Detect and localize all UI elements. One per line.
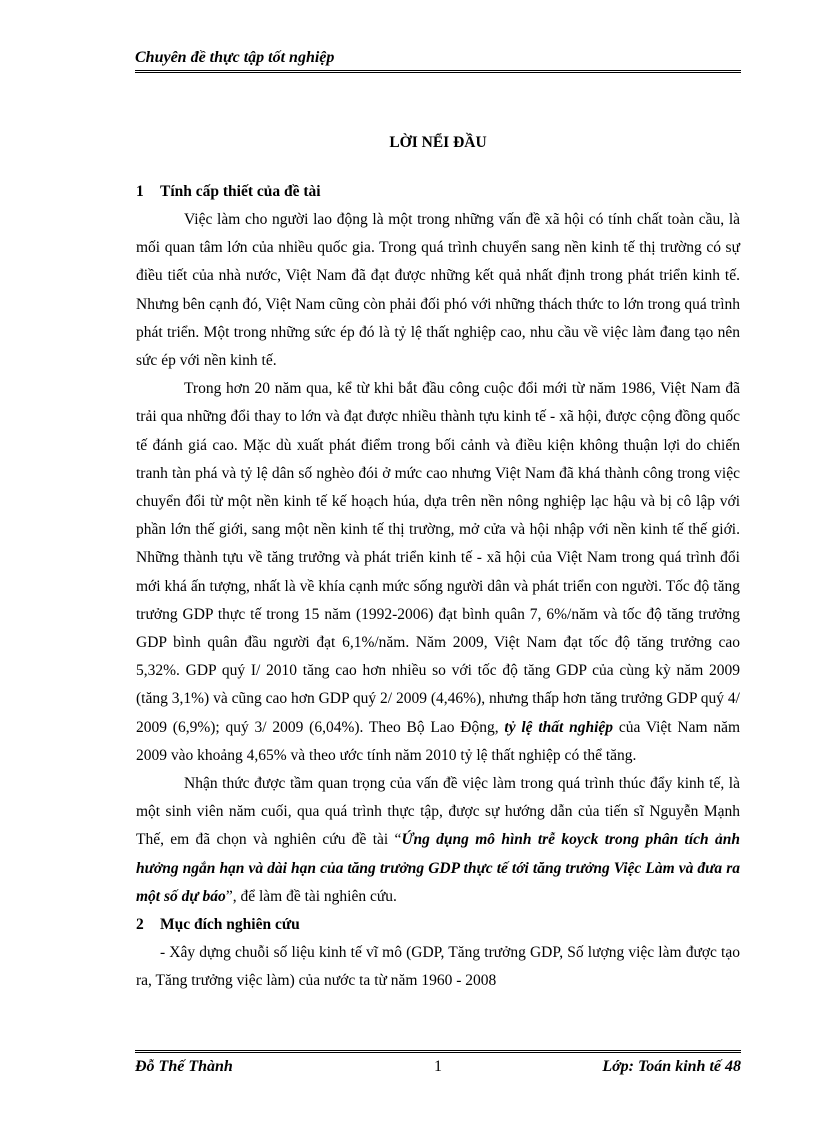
paragraph-2-text-b: của Việt Nam năm 2009 vào khoảng 4,65% và theo ước tính năm 2010 tỷ lệ thất nghiệp có thể tăng. (136, 718, 741, 764)
section-heading-2 (136, 911, 740, 939)
page-number: 1 (434, 1058, 442, 1075)
header-rule (135, 70, 741, 73)
header-title: Chuyên đề thực tập tốt nghiệp (135, 49, 335, 66)
paragraph-3-text-b: ”, để làm đề tài nghiên cứu. (225, 887, 397, 905)
section-number: 2 (136, 916, 144, 934)
footer-row (135, 1056, 741, 1078)
section-title: Tính cấp thiết của đề tài (160, 183, 321, 200)
page-header (135, 48, 741, 68)
list-item: - Xây dựng chuỗi số liệu kinh tế vĩ mô (GDP, Tăng trưởng GDP, Số lượng việc làm được tạo ra, Tăng trưởng việc làm) của nước ta từ năm 1960 - 2008 (136, 944, 740, 990)
section-heading-1 (136, 178, 740, 206)
research-topic-title: Ứng dụng mô hình trễ koyck trong phân tích ảnh hưởng ngắn hạn và dài hạn của tăng trưởng GDP thực tế tới tăng trưởng Việc Làm và đưa ra một số dự báo (136, 831, 740, 905)
unemployment-rate-emphasis: tỷ lệ thất nghiệp (504, 718, 614, 736)
paragraph-3-text-a: Nhận thức được tầm quan trọng của vấn đề việc làm trong quá trình thúc đẩy kinh tế, là một sinh viên năm cuối, qua quá trình thực tập, được sự hướng dẫn của tiến sĩ Nguyễn Mạnh Thế, em đã chọn và nghiên cứu đề tài “ (136, 775, 740, 849)
section-title: Mục đích nghiên cứu (160, 916, 300, 934)
page-body (136, 128, 740, 995)
document-title: LỜI NỂI ĐẦU (389, 134, 487, 151)
footer-rule (135, 1050, 741, 1053)
paragraph-1: Việc làm cho người lao động là một trong những vấn đề xã hội có tính chất toàn cầu, là mối quan tâm lớn của nhiều quốc gia. Trong quá trình chuyển sang nền kinh tế thị trường có sự điều tiết của nhà nước, Việt Nam đã đạt được những kết quả nhất định trong phát triển kinh tế. Nhưng bên cạnh đó, Việt Nam cũng còn phải đối phó với những thách thức to lớn trong quá trình phát triển. Một trong những sức ép đó là tỷ lệ thất nghiệp cao, nhu cầu về việc làm đang tạo nên sức ép với nền kinh tế. (136, 211, 740, 370)
footer-author: Đỗ Thế Thành (135, 1058, 233, 1075)
paragraph-3 (136, 770, 740, 911)
paragraph-2-text-a: Trong hơn 20 năm qua, kể từ khi bắt đầu công cuộc đổi mới từ năm 1986, Việt Nam đã trải qua những đổi thay to lớn và đạt được nhiều thành tựu kinh tế - xã hội, được cộng đồng quốc tế đánh giá cao. Mặc dù xuất phát điểm trong bối cảnh và điều kiện không thuận lợi do chiến tranh tàn phá và tỷ lệ dân số nghèo đói ở mức cao nhưng Việt Nam đã khá thành công trong việc chuyển đổi từ một nền kinh tế kế hoạch húa, dựa trên nền nông nghiệp lạc hậu và bị cô lập với phần lớn thế giới, sang một nền kinh tế thị trường, mở cửa và hội nhập với nền kinh tế thế giới. Những thành tựu về tăng trưởng và phát triển kinh tế - xã hội của Việt Nam trong quá trình đổi mới khá ấn tượng, nhất là về khía cạnh mức sống người dân và phát triển con người. Tốc độ tăng trưởng GDP thực tế trong 15 năm (1992-2006) đạt bình quân 7, 6%/năm và tốc độ tăng trưởng GDP bình quân đầu người đạt 6,1%/năm. Năm 2009, Việt Nam đạt tốc độ tăng trưởng cao 5,32%. GDP quý I/ 2010 tăng cao hơn nhiều so với tốc độ tăng GDP của cùng kỳ năm 2009 (tăng 3,1%) và cũng cao hơn GDP quý 2/ 2009 (4,46%), nhưng thấp hơn tăng trưởng GDP quý 4/ 2009 (6,9%); quý 3/ 2009 (6,04%). Theo Bộ Lao Động, (136, 380, 740, 736)
footer-class: Lớp: Toán kinh tế 48 (602, 1058, 741, 1075)
section-number: 1 (136, 183, 144, 200)
paragraph-2 (136, 375, 740, 770)
